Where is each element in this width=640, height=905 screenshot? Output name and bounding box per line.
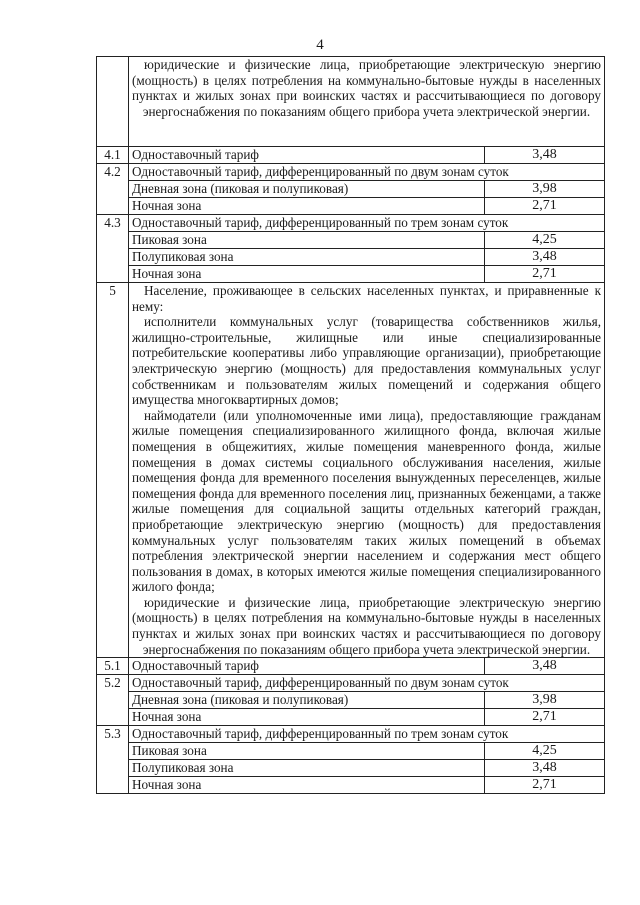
table-row [97,283,605,658]
zone-value: 2,71 [485,266,605,283]
zone-label: Ночная зона [129,777,485,794]
table-row [97,675,605,692]
tariff-header: Одноставочный тариф, дифференцированный по двум зонам суток [129,164,605,181]
paragraph: юридические и физические лица, приобретающие электрическую энергию (мощность) в целях потребления на коммунально-бытовые нужды в населенных пунктах и жилых зонах при воинских частях и рассчитывающиеся по договору энергоснабжения по показаниям общего прибора учета электрической энергии. [132,594,602,657]
table-row [97,266,605,283]
zone-label: Пиковая зона [129,743,485,760]
zone-value: 4,25 [485,232,605,249]
table-row [97,198,605,215]
row-number: 4.1 [97,147,129,164]
zone-label: Дневная зона (пиковая и полупиковая) [129,692,485,709]
zone-value: 4,25 [485,743,605,760]
paragraph: исполнители коммунальных услуг (товарищества собственников жилья, жилищно-строительные, жилищные или иные специализированные потребительские кооперативы либо управляющие организации), приобретающие электрическую энергию (мощность) для предоставления коммунальных услуг собственникам и пользователям жилых помещений и содержания общего имущества многоквартирных домов; [132,314,602,408]
table-row [97,215,605,232]
tariff-header: Одноставочный тариф, дифференцированный по двум зонам суток [129,675,605,692]
zone-label: Полупиковая зона [129,760,485,777]
zone-label: Ночная зона [129,709,485,726]
zone-label: Ночная зона [129,266,485,283]
zone-label: Ночная зона [129,198,485,215]
table-row [97,232,605,249]
table-row [97,692,605,709]
zone-value: 3,98 [485,181,605,198]
zone-value: 3,48 [485,249,605,266]
page-number: 4 [316,37,324,53]
tariff-header: Одноставочный тариф, дифференцированный по трем зонам суток [129,215,605,232]
row-number: 4.3 [97,215,129,283]
category-description: юридические и физические лица, приобретающие электрическую энергию (мощность) в целях потребления на коммунально-бытовые нужды в населенных пунктах и жилых зонах при воинских частях и рассчитывающиеся по договору энергоснабжения по показаниям общего прибора учета электрической энергии. [129,57,605,147]
table-row [97,57,605,147]
row-number: 5 [97,283,129,658]
row-number: 5.2 [97,675,129,726]
table-row [97,760,605,777]
table-row [97,181,605,198]
tariff-header: Одноставочный тариф, дифференцированный по трем зонам суток [129,726,605,743]
row-number: 5.1 [97,658,129,675]
zone-label: Дневная зона (пиковая и полупиковая) [129,181,485,198]
table-row [97,726,605,743]
zone-label: Пиковая зона [129,232,485,249]
row-number-cell [97,57,129,147]
table-row [97,777,605,794]
tariff-value: 3,48 [485,658,605,675]
row-number: 4.2 [97,164,129,215]
category-description [129,283,605,658]
tariff-value: 3,48 [485,147,605,164]
table-row [97,164,605,181]
table-row [97,147,605,164]
paragraph: Население, проживающее в сельских населенных пунктах, и приравненные к нему: [132,283,602,314]
tariff-label: Одноставочный тариф [129,658,485,675]
zone-value: 2,71 [485,709,605,726]
tariff-label: Одноставочный тариф [129,147,485,164]
table-row [97,658,605,675]
table-row [97,249,605,266]
zone-label: Полупиковая зона [129,249,485,266]
row-number: 5.3 [97,726,129,794]
tariff-table [96,56,605,794]
zone-value: 3,48 [485,760,605,777]
zone-value: 3,98 [485,692,605,709]
zone-value: 2,71 [485,777,605,794]
table-row [97,743,605,760]
paragraph: наймодатели (или уполномоченные ими лица), предоставляющие гражданам жилые помещения специализированного жилищного фонда, включая жилые помещения в общежитиях, жилые помещения маневренного фонда, жилые помещения в домах системы социального обслуживания населения, жилые помещения фонда для временного поселения вынужденных переселенцев, жилые помещения фонда для временного поселения лиц, признанных беженцами, а также жилые помещения для социальной защиты отдельных категорий граждан, приобретающие электрическую энергию (мощность) для предоставления коммунальных услуг пользователям таких жилых помещений в объемах потребления электрической энергии населением и содержания мест общего пользования в домах, в которых имеются жилые помещения специализированного жилого фонда; [132,407,602,595]
table-row [97,709,605,726]
zone-value: 2,71 [485,198,605,215]
